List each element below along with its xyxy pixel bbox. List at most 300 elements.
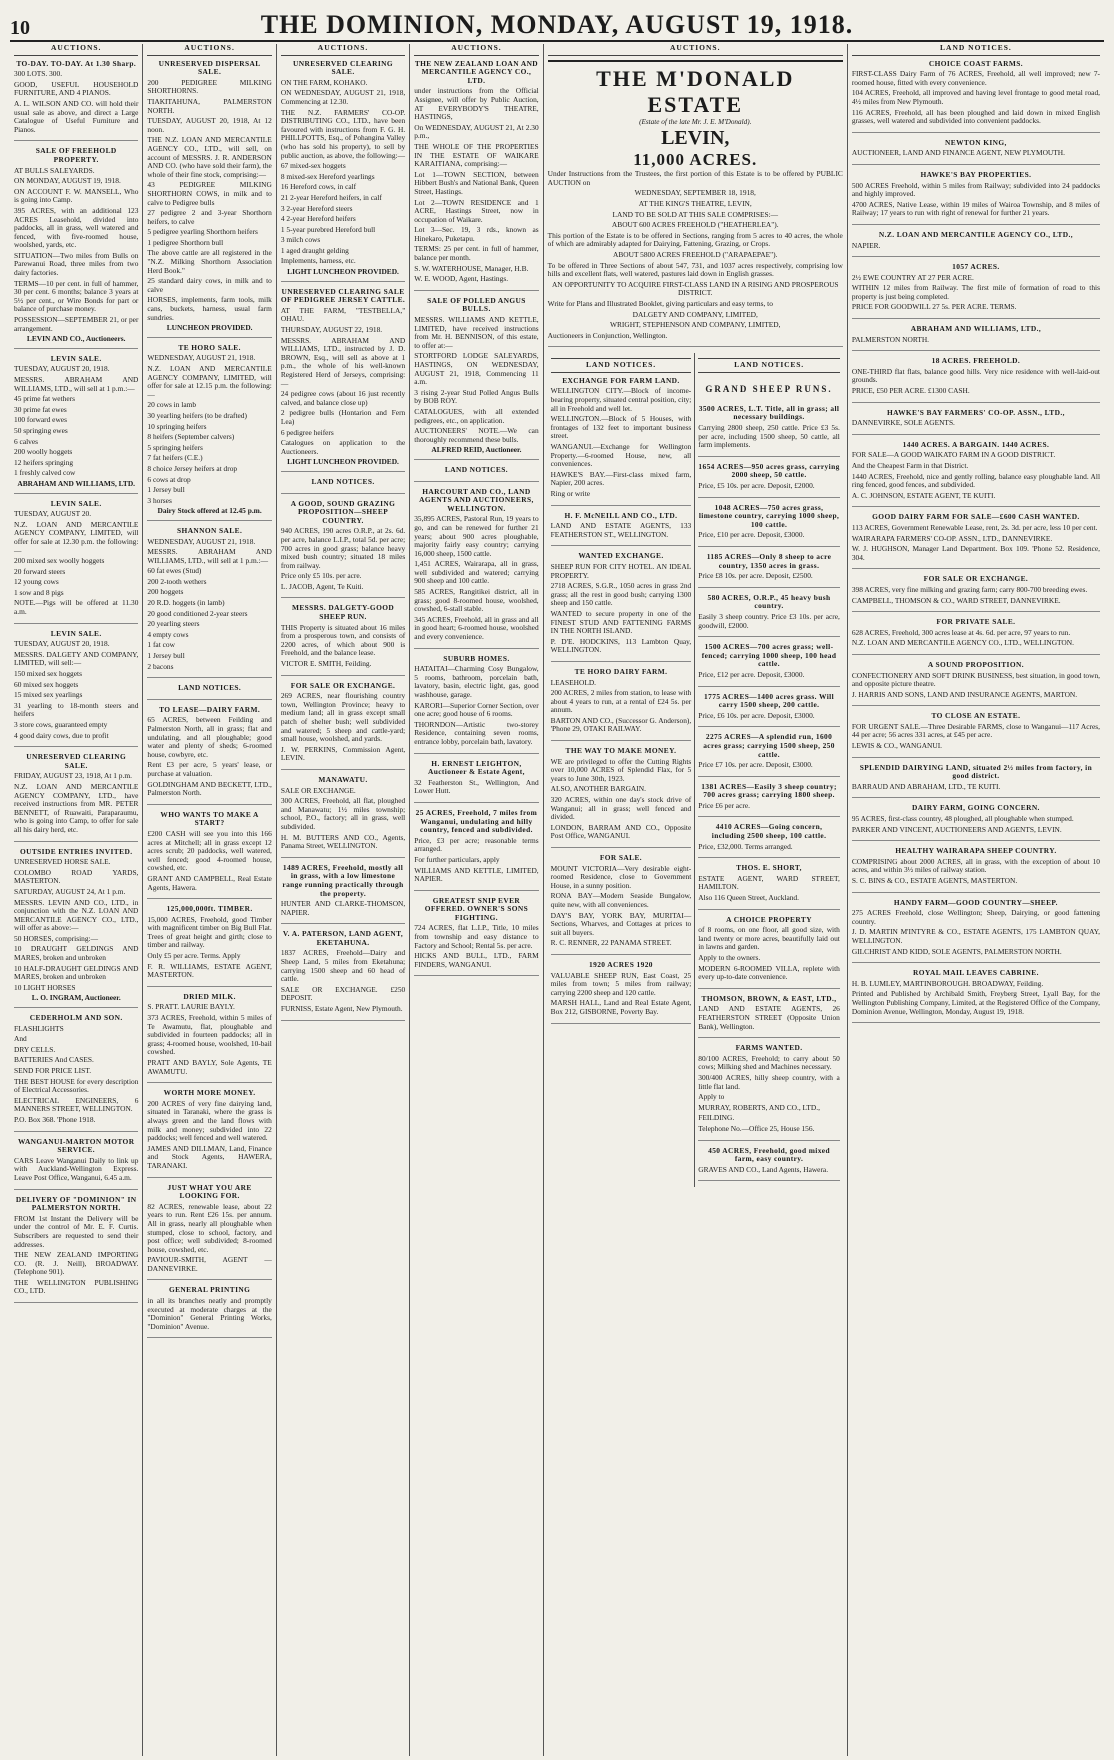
advert-heading: HANDY FARM—GOOD COUNTRY—SHEEP. (893, 897, 1058, 907)
advert-heading: SALE OF POLLED ANGUS BULLS. (427, 295, 526, 314)
advert-heading: TE HORO SALE. (178, 342, 241, 352)
advert-line: Price, £32,000. Terms arranged. (698, 841, 793, 851)
advert-line: 65 ACRES, between Feilding and Palmerston North, all in grass; flat and undulating, and all ploughable; good water and plenty of sheds; 6-roomed house, cowbyre, etc. (147, 715, 272, 759)
advert-line: JAMES AND DILLMAN, Land, Finance and Stock Agents, HAWERA, TARANAKI. (147, 1143, 272, 1170)
advert-line: GOOD, USEFUL HOUSEHOLD FURNITURE, AND 4 PIANOS. (14, 79, 139, 98)
advert-line: FOR SALE—A GOOD WAIKATO FARM IN A GOOD DISTRICT. (851, 450, 1056, 460)
advert-line: 30 prime fat ewes (14, 404, 67, 414)
advert-line: 4 good dairy cows, due to profit (14, 730, 109, 740)
advert (698, 823, 840, 858)
estate-acres: 11,000 ACRES. (633, 150, 758, 170)
advert (698, 995, 840, 1038)
advert-line: 1 aged draught gelding (280, 245, 349, 255)
advert (281, 682, 405, 770)
advert (852, 899, 1100, 964)
advert-line: 82 ACRES, renewable lease, about 22 years to run. Rent £26 15s. per annum. All in grass, nearly all ploughable when stumped, close to school, factory, and post office; well subdivided; 8-roomed house, cowshed, etc. (147, 1201, 272, 1254)
advert-line: 200 ACRES, 2 miles from station, to lease with about 4 years to run, at a rental of £24 5s. per annum. (550, 688, 692, 715)
estate-line: WEDNESDAY, SEPTEMBER 18, 1918, (634, 188, 756, 198)
advert-line: FOR URGENT SALE.—Three Desirable FARMS, close to Wanganui—117 Acres, 44 per acre; 56 acres 331 acres, at £45 per acre. (851, 721, 1100, 740)
advert-heading: 25 ACRES, Freehold, 7 miles from Wanganui, undulating and hilly country, fenced and subdivided. (415, 807, 538, 835)
advert-line: CARS Leave Wanganui Daily to link up with Auckland-Wellington Express. Leave Post Office, Wanganui, 6.45 a.m. (14, 1155, 139, 1182)
advert-heading: 4410 ACRES—Going concern, including 2500 sheep, 100 cattle. (711, 822, 827, 841)
advert (14, 147, 138, 348)
advert (852, 712, 1100, 757)
advert-line: 200 2-tooth wethers (147, 576, 207, 586)
advert (698, 1044, 840, 1140)
advert-signature: LUNCHEON PROVIDED. (166, 323, 253, 333)
advert-line: SEND FOR PRICE LIST. (14, 1066, 92, 1075)
advert-line: in all its branches neatly and promptly executed at moderate charges at the "Dominion" General Printing Works, "Dominion" Avenue. (147, 1296, 272, 1331)
advert-line: 4 2-year Hereford heifers (280, 214, 356, 224)
advert-line: Price £7 10s. per acre. Deposit, £3000. (698, 760, 813, 770)
advert-signature: Dairy Stock offered at 12.45 p.m. (157, 506, 262, 516)
estate-line: Auctioneers in Conjunction, Wellington. (547, 330, 668, 340)
advert (414, 297, 538, 460)
advert (147, 344, 271, 521)
advert-signature: LEVIN AND CO., Auctioneers. (26, 334, 126, 344)
advert-line: SALE OR EXCHANGE. £250 DEPOSIT. (280, 984, 406, 1003)
advert (852, 969, 1100, 1023)
advert-line: FROM 1st Instant the Delivery will be under the control of Mr. E. F. Curtis. Subscribers are requested to send their addresses. (14, 1213, 139, 1249)
advert-line: MOUNT VICTORIA—Very desirable eight-roomed Residence, close to Government House, in a sunny position. (550, 863, 692, 890)
advert-heading: V. A. PATERSON, LAND AGENT, EKETAHUNA. (282, 929, 404, 947)
advert (698, 733, 840, 776)
advert (147, 527, 271, 678)
advert-line: ELECTRICAL ENGINEERS, 6 MANNERS STREET, WELLINGTON. (14, 1095, 139, 1114)
advert (698, 783, 840, 818)
advert-line: 1 Jersey bull (147, 651, 185, 661)
estate-line: To be offered in Three Sections of about 547, 731, and 1037 acres respectively, comprising low hills and excellent flats, well watered, pastures laid down in English grasses. (547, 260, 843, 279)
advert-line: Price, £12 per acre. Deposit, £3000. (698, 669, 805, 679)
advert (14, 1196, 138, 1304)
advert-line: 20 good conditioned 2-year steers (147, 608, 248, 618)
advert-line: Price, £10 per acre. Deposit, £3000. (698, 530, 805, 540)
advert-line: GILCHRIST AND KIDD, SOLE AGENTS, PALMERSTON NORTH. (851, 946, 1062, 956)
advert-line: SATURDAY, AUGUST 24, At 1 p.m. (14, 886, 126, 896)
advert-line: 3 milch cows (280, 235, 321, 245)
ad-list (14, 60, 138, 1303)
advert-line: And (14, 1034, 27, 1044)
advert (414, 488, 538, 649)
advert-line: SALE OR EXCHANGE. (280, 785, 356, 795)
advert-line: UNRESERVED HORSE SALE. (14, 857, 111, 867)
advert-heading: UNRESERVED CLEARING SALE. (293, 58, 393, 77)
advert (551, 854, 692, 955)
advert-line: SITUATION—Two miles from Bulls on Parewanui Road, three miles from two dairy factories. (14, 250, 139, 278)
advert-line: LAND AND ESTATE AGENTS, 133 FEATHERSTON ST., WELLINGTON. (550, 521, 692, 539)
advert-line: PARKER AND VINCENT, AUCTIONEERS AND AGENTS, LEVIN. (851, 824, 1062, 834)
estate-body (548, 170, 843, 340)
advert-line: 200 woolly hoggets (14, 447, 73, 457)
advert-line: 275 ACRES Freehold, close Wellington; Sheep, Dairying, or good fattening country. (851, 908, 1100, 926)
advert-line: 50 HORSES, comprising:— (14, 933, 98, 943)
advert-heading: LEVIN SALE. (50, 353, 102, 363)
advert-heading: FOR SALE OR EXCHANGE. (290, 680, 396, 690)
advert-line: TIAKITAHUNA, PALMERSTON NORTH. (147, 96, 272, 115)
advert-heading: LEVIN SALE. (50, 628, 102, 638)
advert-line: S. PRATT. LAURIE BAYLY. (147, 1002, 235, 1012)
advert-line: VICTOR E. SMITH, Feilding. (280, 659, 372, 669)
advert-line: TERMS—10 per cent. in full of hammer, 30 per cent. 6 months; balance 3 years at 5½ per cent., or Wire Bonds for part or balance of purchase money. (14, 278, 139, 314)
advert (852, 575, 1100, 612)
advert-line: 31 yearling to 18-month steers and heifers (14, 700, 139, 719)
advert-line: 628 ACRES, Freehold, 300 acres lease at 4s. 6d. per acre, 97 years to run. (851, 627, 1071, 637)
advert-heading: UNRESERVED CLEARING SALE OF PEDIGREE JERSEY CATTLE. (280, 286, 406, 305)
advert (147, 905, 271, 987)
land-notices-left (548, 353, 696, 1187)
page-number: 10 (10, 17, 30, 39)
advert-heading: HARCOURT AND CO., LAND AGENTS AND AUCTIONEERS, WELLINGTON. (419, 486, 534, 513)
advert-line: 20 yearling steers (147, 619, 200, 629)
advert-line: 20 forward steers (14, 566, 66, 576)
advert-line: NOTE.—Pigs will be offered at 11.30 a.m. (14, 598, 139, 617)
advert (281, 776, 405, 858)
advert-line: Implements, harness, etc. (280, 256, 356, 266)
advert-line: CATALOGUES, with all extended pedigrees, etc., on application. (414, 406, 539, 425)
ad-list (147, 60, 271, 1339)
advert-signature: LIGHT LUNCHEON PROVIDED. (287, 457, 399, 467)
advert-heading: TO CLOSE AN ESTATE. (931, 711, 1021, 721)
advert-line: 35,895 ACRES, Pastoral Run, 19 years to go, and can be renewed for further 21 years; about 900 acres ploughable, majority fairly easy country; carrying 16,000 sheep, 1500 cattle. (414, 514, 539, 558)
columns (10, 44, 1104, 1756)
advert-line: WELLINGTON CITY.—Block of income-bearing property, situated central position, city; all in Freehold and well let. (550, 386, 692, 413)
advert (852, 139, 1100, 165)
advert-line: On WEDNESDAY, AUGUST 21, At 2.30 p.m., (414, 122, 539, 141)
advert-line: Only £5 per acre. Terms. Apply (147, 951, 241, 961)
advert-line: Rent £3 per acre, 5 years' lease, or purchase at valuation. (147, 760, 272, 778)
advert-line: TERMS: 25 per cent. in full of hammer, balance per month. (414, 244, 539, 263)
advert-line: DANNEVIRKE, SOLE AGENTS. (851, 418, 955, 428)
advert-line: 10 springing heifers (147, 421, 207, 431)
advert-line: TUESDAY, AUGUST 20, 1918. (14, 364, 110, 374)
advert-heading: THE NEW ZEALAND LOAN AND MERCANTILE AGENCY CO., LTD. (414, 58, 539, 85)
land-notices-split (548, 353, 843, 1187)
advert-heading: JUST WHAT YOU ARE LOOKING FOR. (167, 1182, 252, 1201)
advert (281, 60, 405, 282)
advert (852, 231, 1100, 257)
advert-signature: LIGHT LUNCHEON PROVIDED. (287, 267, 399, 277)
advert-line: 398 ACRES, very fine milking and grazing farm; carry 800-700 breeding ewes. (851, 584, 1088, 594)
advert-line: For further particulars, apply (414, 854, 500, 864)
advert-heading: LAND NOTICES. (311, 476, 375, 486)
advert-line: AT BULLS SALEYARDS. (14, 165, 95, 175)
ad-list (551, 377, 692, 1024)
advert-line: ON ACCOUNT F. W. MANSELL, Who is going into Camp. (14, 186, 139, 205)
advert-line: WILLIAMS AND KETTLE, LIMITED, NAPIER. (414, 865, 539, 884)
advert-line: J. D. MARTIN M'INTYRE & CO., ESTATE AGENTS, 175 LAMBTON QUAY, WELLINGTON. (851, 927, 1100, 945)
advert-line: LAND AND ESTATE AGENTS, 26 FEATHERSTON STREET (Opposite Union Bank), Wellington. (698, 1004, 840, 1031)
advert-heading: 1440 ACRES. A BARGAIN. 1440 ACRES. (902, 439, 1050, 449)
advert-line: The above cattle are all registered in the "N.Z. Milking Shorthorn Association Herd Book." (147, 248, 272, 275)
advert-line: 2 pedigree bulls (Hontarion and Fern Lea) (280, 408, 406, 426)
advert (14, 355, 138, 494)
advert-line: 60 fat ewes (Stud) (147, 566, 202, 576)
advert (852, 513, 1100, 569)
advert-line: 12 heifers springing (14, 457, 74, 467)
advert-line: 4 empty cows (147, 629, 189, 639)
advert-line: POSSESSION—SEPTEMBER 21, or per arrangement. (14, 315, 139, 333)
advert-line: MARSH HALL, Land and Real Estate Agent, Box 212, GISBORNE, Poverty Bay. (550, 998, 692, 1016)
advert (698, 553, 840, 588)
advert-heading: GOOD DAIRY FARM FOR SALE—£600 CASH WANTED. (872, 512, 1080, 522)
advert-heading: GENERAL PRINTING (168, 1285, 251, 1295)
advert-line: 1 pedigree Shorthorn bull (147, 237, 224, 247)
advert-heading: SPLENDID DAIRYING LAND, situated 2½ miles from factory, in good district. (859, 762, 1093, 781)
advert (14, 500, 138, 624)
advert-heading: THE WAY TO MAKE MONEY. (565, 746, 677, 756)
advert-line: GOLDINGHAM AND BECKETT, LTD., Palmerston North. (147, 779, 272, 798)
column-heading: AUCTIONS. (414, 44, 538, 56)
advert (852, 357, 1100, 402)
column-4 (410, 44, 543, 1756)
advert-heading: UNRESERVED DISPERSAL SALE. (158, 58, 261, 77)
advert-line: H. B. LUMLEY, MARTINBOROUGH. BROADWAY, Feilding. (851, 978, 1044, 988)
advert-line: PRICE FOR GOODWILL 27 5s. PER ACRE. TERMS. (851, 302, 1017, 312)
advert-heading: TE HORO DAIRY FARM. (574, 666, 668, 676)
advert (698, 1147, 840, 1182)
estate-line: WRIGHT, STEPHENSON AND COMPANY, LIMITED, (610, 320, 781, 330)
advert-line: THIS Property is situated about 16 miles from a prosperous town, and consists of 2200 acres, of which about 900 is Freehold, and the balance lease. (280, 622, 406, 658)
advert-line: 6 cows at drop (147, 474, 191, 484)
land-notices-right (695, 353, 843, 1187)
advert-line: AUCTIONEER, LAND AND FINANCE AGENT, NEW PLYMOUTH. (851, 148, 1065, 158)
advert-line: DRY CELLS. (14, 1044, 56, 1054)
column-7-8 (848, 44, 1104, 1756)
advert-line: MESSRS. ABRAHAM AND WILLIAMS, LTD., will sell at 1 p.m.:— (147, 547, 272, 565)
advert-line: Apply to (698, 1092, 725, 1102)
advert-line: MESSRS. ABRAHAM AND WILLIAMS, LTD., instructed by J. D. BROWN, Esq., will sell as above at 1 p.m., the whole of his well-known Registered Herd of Jerseys, comprising:— (280, 335, 406, 388)
advert-line: 7 fat heifers (C.E.) (147, 453, 203, 463)
estate-line: LAND TO BE SOLD AT THIS SALE COMPRISES:— (612, 209, 779, 219)
advert (147, 811, 271, 899)
ad-list (698, 405, 840, 1181)
advert-heading: EXCHANGE FOR FARM LAND. (562, 375, 680, 385)
advert (852, 171, 1100, 225)
advert-line: 3 store cows, guaranteed empty (14, 720, 108, 729)
advert-line: 300 LOTS. 300. (14, 69, 63, 79)
advert-line: 3 rising 2-year Stud Polled Angus Bulls by BOB ROY. (414, 387, 539, 406)
advert-line: 345 ACRES, Freehold, all in grass and all in good heart; 6-roomed house, woolshed and every convenience. (414, 614, 539, 642)
advert-line: FURNISS, Estate Agent, New Plymouth. (280, 1004, 403, 1014)
advert (852, 804, 1100, 841)
advert-line: Carrying 2800 sheep, 250 cattle. Price £3 5s. per acre, including 1500 sheep, 50 cattle, all farm implements. (698, 423, 840, 450)
advert-line: 269 ACRES, near flourishing country town, Wellington Province; heavy to medium land; all in grass except small patch of shelter bush; well subdivided and watered; 5 sheep and cattle-yard; small house, woolshed, and yards. (280, 691, 406, 744)
advert-line: N.Z. LOAN AND MERCANTILE AGENCY COMPANY, LIMITED, will offer for sale at 12.15 p.m. the following:— (147, 364, 272, 399)
advert-line: TUESDAY, AUGUST 20. (14, 509, 92, 519)
advert-line: Price, £6 10s. per acre. Deposit, £3000. (698, 710, 815, 720)
advert-line: CONFECTIONERY AND SOFT DRINK BUSINESS, best situation, in good town, and opposite picture theatre. (851, 670, 1100, 689)
advert-line: under instructions from the Official Assignee, will offer by Public Auction, AT EVERYBODY'S THEATRE, HASTINGS, (414, 86, 539, 122)
advert-line: HICKS AND BULL, LTD., FARM FINDERS, WANGANUI. (414, 951, 539, 969)
advert-heading: 1920 ACRES 1920 (589, 959, 653, 969)
advert (14, 1014, 138, 1132)
advert-line: 200 hoggets (147, 587, 184, 597)
advert-line: 8 mixed-sex Hereford yearlings (280, 171, 375, 181)
advert (698, 916, 840, 989)
advert-line: NAPIER. (851, 240, 881, 250)
advert-line: THORNDON—Artistic two-storey Residence, containing seven rooms, entrance lobby, porcelain bath, lavatory. (414, 719, 539, 746)
advert-line: 60 mixed sex hoggets (14, 679, 79, 689)
estate-line: This portion of the Estate is to be offered in Sections, ranging from 5 acres to 40 acres, the whole of which are admirably adapted for Dairying, Fattening, Grazing, or Crops. (547, 230, 843, 249)
advert-line: P.O. Box 368. 'Phone 1918. (14, 1114, 96, 1124)
advert-line: 95 ACRES, first-class country, 48 ploughed, all ploughable when stumped. (851, 814, 1074, 824)
advert-line: 80/100 ACRES, Freehold; to carry about 50 cows; Milking shed and Machines necessary. (698, 1053, 840, 1072)
advert-line: FIRST-CLASS Dairy Farm of 76 ACRES, Freehold, all well improved; new 7-roomed house, fitted with every convenience. (851, 69, 1100, 87)
estate-place: LEVIN, (661, 127, 730, 150)
advert-line: Apply to the owners. (698, 953, 761, 962)
estate-line: Under Instructions from the Trustees, the first portion of this Estate is to be offered by PUBLIC AUCTION on (547, 169, 843, 187)
masthead (10, 6, 1104, 42)
advert-line: 4700 ACRES, Native Lease, within 19 miles of Wairoa Township, and 8 miles of Railway; 17 years to run with right of renewal for further 21 years. (851, 199, 1100, 218)
advert-line: AUCTIONEERS' NOTE.—We can thoroughly recommend these bulls. (414, 426, 539, 444)
advert-line: 1440 ACRES, Freehold, nice and gently rolling, balance easy ploughable land. All ring fenced, good fences, and subdivided. (851, 471, 1100, 490)
advert (551, 377, 692, 506)
advert-line: of 8 rooms, on one floor, all good size, with land twenty or more acres, beautifully laid out in lawns and garden. (698, 925, 840, 952)
advert-signature: ABRAHAM AND WILLIAMS, LTD. (17, 478, 136, 488)
column-5-6 (544, 44, 848, 1756)
advert-line: 200 PEDIGREE MILKING SHORTHORNS. (147, 77, 272, 96)
advert (147, 60, 271, 338)
advert-line: 15 mixed sex yearlings (14, 690, 83, 700)
advert-line: Lot 3—Sec. 19, 3 rds., known as Hinekaro, Puketapu. (414, 225, 539, 243)
advert (414, 655, 538, 754)
advert-line: 50 springing ewes (14, 425, 68, 435)
advert (14, 848, 138, 1009)
advert-line: 8 heifers (September calvers) (147, 432, 235, 442)
advert (551, 961, 692, 1024)
column-heading: AUCTIONS. (281, 44, 405, 56)
advert-line: W. E. WOOD, Agent, Hastings. (414, 274, 509, 284)
advert (551, 512, 692, 547)
advert-heading: WORTH MORE MONEY. (163, 1088, 256, 1098)
advert-line: N.Z. LOAN AND MERCANTILE AGENCY CO., LTD., WELLINGTON. (851, 638, 1074, 648)
advert-line: 200 mixed sex woolly hoggets (14, 556, 105, 566)
estate-title: THE M'DONALD ESTATE (548, 60, 843, 118)
advert-line: 10 LIGHT HORSES (14, 982, 76, 992)
advert (852, 60, 1100, 133)
advert-line: HUNTER AND CLARKE-THOMSON, NAPIER. (280, 899, 406, 917)
advert-line: A. L. WILSON AND CO. will hold their usual sale as above, and direct a Large Catalogue of Useful Furniture and Pianos. (14, 98, 139, 134)
advert-line: AT THE FARM, "TESTBELLA," OHAU. (280, 305, 406, 324)
advert-line: 1 Jersey bull (147, 485, 185, 495)
advert-line: 150 mixed sex hoggets (14, 669, 82, 679)
advert-heading: NEWTON KING, (945, 137, 1007, 147)
column-heading: LAND NOTICES. (852, 44, 1100, 56)
advert-line: ALSO, ANOTHER BARGAIN. (550, 784, 646, 794)
advert-line: 24 pedigree cows (about 16 just recently calved, and balance close up) (280, 389, 406, 407)
estate-line: AN OPPORTUNITY TO ACQUIRE FIRST-CLASS LAND IN A RISING AND PROSPEROUS DISTRICT. (551, 279, 839, 298)
advert-line: WITHIN 12 miles from Railway. The first mile of formation of road to this property is just being completed. (851, 283, 1100, 301)
advert-line: THE N.Z. FARMERS' CO-OP. DISTRIBUTING CO., LTD., have been favoured with instructions from F. G. H. PHILLPOTTS, Esq., of Pohangina Valley (who has sold his property), to sell by public auction, as above, the following:— (280, 107, 406, 160)
advert (14, 630, 138, 748)
advert-line: 67 mixed-sex hoggets (280, 161, 346, 171)
advert-heading: 1775 ACRES—1400 acres grass. Will carry 1500 sheep, 200 cattle. (704, 691, 835, 710)
grand-sheep-runs-heading: GRAND SHEEP RUNS. (705, 383, 833, 394)
advert-line: FEILDING. (698, 1113, 735, 1123)
advert-heading: HAWKE'S BAY FARMERS' CO-OP. ASSN., LTD., (887, 407, 1065, 417)
advert (698, 693, 840, 728)
advert-line: Price only £5 10s. per acre. (280, 571, 362, 581)
advert-line: 5 pedigree yearling Shorthorn heifers (147, 227, 258, 237)
advert-line: Lot 2—TOWN RESIDENCE and 1 ACRE, Hastings Street, now in occupation of Waikare. (414, 197, 539, 224)
advert (698, 643, 840, 686)
advert-line: Price £8 10s. per acre. Deposit, £2500. (698, 571, 813, 581)
advert-line: ON MONDAY, AUGUST 19, 1918. (14, 176, 121, 186)
advert-line: ON THE FARM, KOHAKO. (280, 77, 368, 87)
advert (147, 993, 271, 1083)
advert-heading: FOR PRIVATE SALE. (936, 617, 1016, 627)
advert-line: MURRAY, ROBERTS, AND CO., LTD., (698, 1102, 820, 1112)
advert-line: MESSRS. DALGETY AND COMPANY, LIMITED, will sell:— (14, 649, 139, 668)
advert-heading: 450 ACRES, Freehold, good mixed farm, easy country. (708, 1145, 830, 1164)
advert-line: S. W. WATERHOUSE, Manager, H.B. (414, 263, 529, 273)
advert-line: 940 ACRES, 190 acres O.R.P., at 2s. 6d. per acre, balance L.I.P., total 5d. per acre; 700 acres in good grass; balance heavy mixed bush country; situated 18 miles from railway. (280, 526, 406, 570)
advert-heading: WHO WANTS TO MAKE A START? (160, 809, 259, 828)
advert-heading: 1381 ACRES—Easily 3 sheep country; 700 acres grass; carrying 1800 sheep. (701, 781, 837, 800)
advert-heading: H. ERNEST LEIGHTON, Auctioneer & Estate Agent, (428, 758, 525, 777)
column-heading: AUCTIONS. (14, 44, 138, 56)
advert-line: GRANT AND CAMPBELL, Real Estate Agents, Hawera. (147, 873, 272, 892)
column-1 (10, 44, 143, 1756)
advert-line: Catalogues on application to the Auctioneers. (280, 438, 406, 456)
advert (281, 478, 405, 494)
advert-line: DAY'S BAY, YORK BAY, MURITAI—Sections, Wharves, and Cottages at prices to suit all buyers. (550, 910, 692, 937)
advert-heading: HEALTHY WAIRARAPA SHEEP COUNTRY. (895, 846, 1057, 856)
advert-line: WELLINGTON.—Block of 5 Houses, with frontages of 132 feet to important business street. (550, 414, 692, 441)
advert-heading: THOS. E. SHORT, (736, 863, 802, 873)
advert-heading: GREATEST SNIP EVER OFFERED. OWNER'S SONS FIGHTING. (424, 895, 529, 922)
estate-line: DALGETY AND COMPANY, LIMITED, (632, 309, 758, 319)
advert-heading: HAWKE'S BAY PROPERTIES. (920, 169, 1032, 179)
advert-line: Also 116 Queen Street, Auckland. (698, 893, 799, 903)
advert-signature: L. O. INGRAM, Auctioneer. (31, 993, 121, 1003)
advert-line: 16 Hereford cows, in calf (280, 182, 357, 192)
advert-line: LEWIS & CO., WANGANUI. (851, 741, 943, 751)
advert-line: Lot 1—TOWN SECTION, between Hibbert Bush's and National Bank, Queen Street, Hastings. (414, 169, 539, 196)
advert-line: CAMPBELL, THOMSON & CO., WARD STREET, DANNEVIRKE. (851, 595, 1061, 605)
advert-line: 43 PEDIGREE MILKING SHORTHORN COWS, in milk and to calve to Pedigree bulls (147, 180, 272, 207)
advert-line: MESSRS. ABRAHAM AND WILLIAMS, LTD., will sell at 1 p.m.:— (14, 375, 139, 393)
advert-line: J. W. PERKINS, Commission Agent, LEVIN. (280, 744, 406, 763)
advert-line: 113 ACRES, Government Renewable Lease, rent, 2s. 3d. per acre, less 10 per cent. (851, 522, 1098, 532)
advert (698, 463, 840, 498)
advert (281, 288, 405, 472)
advert (14, 60, 138, 142)
advert-line: 6 pedigree heifers (280, 427, 334, 437)
advert (698, 504, 840, 547)
advert-line: WANTED to secure property in one of the FINEST STUD AND FATTENING FARMS IN THE NORTH ISLAND. (550, 608, 692, 636)
advert-line: Price £6 per acre. (698, 800, 750, 810)
advert-heading: OUTSIDE ENTRIES INVITED. (19, 846, 133, 856)
advert-line: THURSDAY, AUGUST 22, 1918. (280, 325, 383, 335)
advert-line: N.Z. LOAN AND MERCANTILE AGENCY COMPANY, LIMITED, will offer for sale at 12.30 p.m. the following:— (14, 519, 139, 555)
advert-line: WE are privileged to offer the Cutting Rights over 10,000 ACRES of Splendid Flax, for 5 years to June 30th, 1923. (550, 756, 692, 783)
advert (281, 930, 405, 1020)
advert-line: Price, £5 10s. per acre. Deposit, £2000. (698, 481, 815, 491)
advert-heading: 1057 ACRES. (952, 262, 1000, 272)
advert-line: THE WHOLE OF THE PROPERTIES IN THE ESTATE OF WAIKARE KARAITIANA, comprising:— (414, 141, 539, 169)
advert-line: PAVIOUR-SMITH, AGENT — DANNEVIRKE. (147, 1255, 272, 1273)
advert-line: THE BEST HOUSE for every description of Electrical Accessories. (14, 1076, 139, 1095)
advert-heading: SUBURB HOMES. (443, 653, 510, 663)
ad-list (281, 60, 405, 1021)
advert-line: 5 springing heifers (147, 442, 203, 452)
advert-line: THE NEW ZEALAND IMPORTING CO. (R. J. Neill), BROADWAY. (Telephone 901). (14, 1250, 139, 1277)
advert-heading: 580 ACRES, O.R.P., 45 heavy bush country. (707, 592, 831, 611)
advert-line: 2½ EWE COUNTRY AT 27 PER ACRE. (851, 272, 974, 282)
advert-heading: H. F. McNEILL AND CO., LTD. (564, 510, 678, 520)
estate-subtitle: (Estate of the late Mr. J. E. M'Donald). (639, 117, 752, 126)
